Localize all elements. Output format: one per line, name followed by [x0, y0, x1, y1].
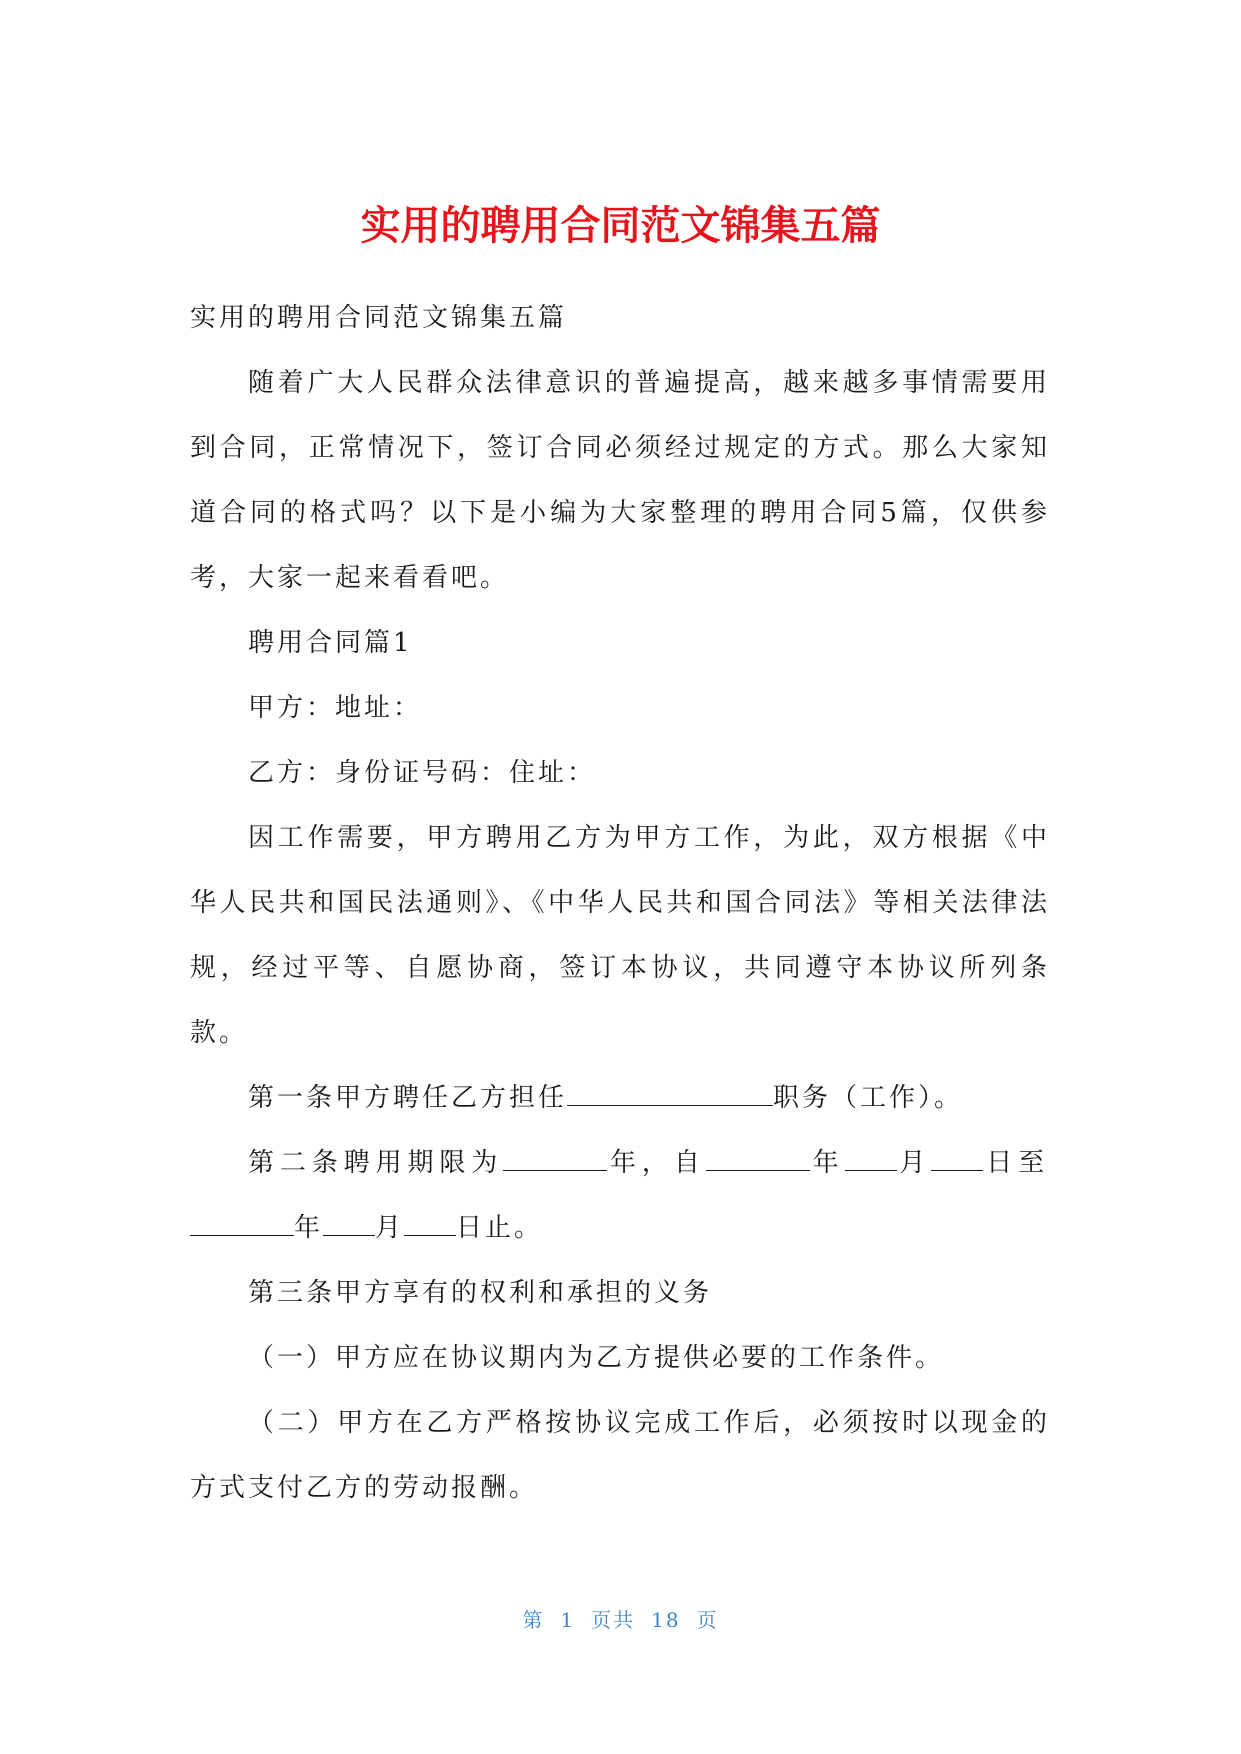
subtitle-paragraph: 实用的聘用合同范文锦集五篇	[190, 303, 568, 333]
intro-paragraph: 随着广大人民群众法律意识的普遍提高，越来越多事情需要用到合同，正常情况下，签订合同必须经过规定的方式。那么大家知道合同的格式吗？以下是小编为大家整理的聘用合同5篇，仅供参考，大家一起来看看吧。	[190, 368, 1050, 593]
document-body	[190, 286, 1050, 1521]
start-month-blank	[845, 1144, 897, 1171]
start-day-blank	[931, 1144, 983, 1171]
preamble-paragraph: 因工作需要，甲方聘用乙方为甲方工作，为此，双方根据《中华人民共和国民法通则》、《中华人民共和国合同法》等相关法律法规，经过平等、自愿协商，签订本协议，共同遵守本协议所列条款。	[190, 823, 1050, 1048]
footer-total-pages: 18	[651, 1608, 681, 1632]
footer-page-label: 第	[522, 1608, 545, 1632]
party-a-line: 甲方：地址：	[248, 693, 423, 723]
article-two-text: 第二条聘用期限为	[248, 1148, 504, 1178]
end-month-label: 月	[375, 1213, 405, 1243]
footer-page-suffix: 页	[696, 1608, 719, 1632]
end-day-label: 日止。	[456, 1213, 544, 1243]
article-three-item-one: （一）甲方应在协议期内为乙方提供必要的工作条件。	[248, 1343, 945, 1373]
end-day-blank	[404, 1209, 456, 1236]
article-one	[190, 1066, 1050, 1131]
article-three-item-two: （二）甲方在乙方严格按协议完成工作后，必须按时以现金的方式支付乙方的劳动报酬。	[190, 1408, 1050, 1503]
section-heading: 聘用合同篇1	[248, 628, 413, 658]
article-one-text: 第一条甲方聘任乙方担任	[248, 1083, 568, 1113]
article-three-heading: 第三条甲方享有的权利和承担的义务	[248, 1278, 713, 1308]
footer-page-number: 1	[560, 1608, 576, 1632]
page-title: 实用的聘用合同范文锦集五篇	[360, 203, 881, 249]
year-label: 年	[809, 1148, 845, 1178]
party-b-line: 乙方：身份证号码：住址：	[248, 758, 597, 788]
term-years-blank	[503, 1144, 607, 1171]
end-month-blank	[323, 1209, 375, 1236]
day-to-label: 日至	[983, 1148, 1050, 1178]
end-year-blank	[190, 1209, 294, 1236]
end-year-label: 年	[294, 1213, 324, 1243]
article-two-from: 年，自	[607, 1148, 706, 1178]
article-two	[190, 1131, 1050, 1261]
page-footer	[0, 1604, 1241, 1633]
footer-total-label: 页共	[591, 1608, 636, 1632]
month-label: 月	[896, 1148, 932, 1178]
start-year-blank	[706, 1144, 810, 1171]
article-one-suffix: 职务（工作）。	[773, 1083, 964, 1113]
position-blank	[567, 1079, 773, 1106]
